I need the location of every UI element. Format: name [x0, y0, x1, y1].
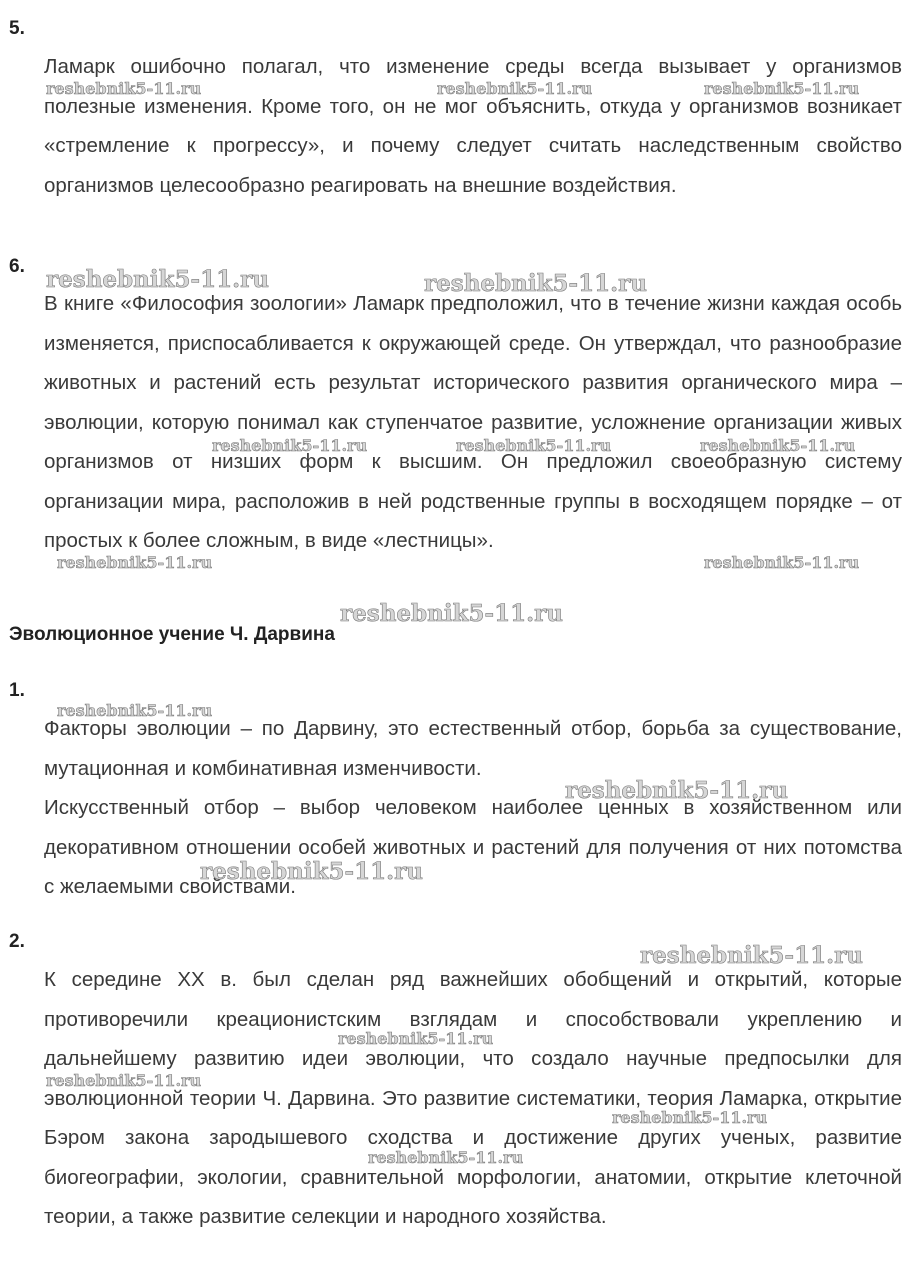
darwin-number-1: 1.: [9, 680, 25, 701]
watermark: reshebnik5-11.ru: [437, 79, 593, 98]
paragraph-6: В книге «Философия зоологии» Ламарк предположил, что в течение жизни каждая особь изменяется, приспосабливается к окружающей среде. Он утверждал, что разнообразие животных и растений есть результат исторического развития органического мира – эволюции, которую понимал как ступенчатое развитие, усложнение организации живых организмов от низших форм к высшим. Он предложил своеобразную систему организации мира, расположив в ней родственные группы в восходящем порядке – от простых к более сложным, в виде «лестницы».: [44, 292, 902, 552]
darwin-paragraph-1a: Факторы эволюции – по Дарвину, это естественный отбор, борьба за существование, мутационная и комбинативная изменчивости.: [44, 717, 902, 780]
watermark: reshebnik5-11.ru: [338, 1029, 494, 1048]
paragraph-5: Ламарк ошибочно полагал, что изменение среды всегда вызывает у организмов полезные изменения. Кроме того, он не мог объяснить, откуда у организмов возникает «стремление к прогрессу», и почему следует считать наследственным свойство организмов целесообразно реагировать на внешние воздействия.: [44, 55, 902, 197]
watermark: reshebnik5-11.ru: [565, 777, 788, 804]
watermark: reshebnik5-11.ru: [46, 79, 202, 98]
watermark: reshebnik5-11.ru: [46, 266, 269, 293]
watermark: reshebnik5-11.ru: [700, 436, 856, 455]
darwin-paragraph-2: К середине XX в. был сделан ряд важнейших обобщений и открытий, которые противоречили креационистским взглядам и способствовали укреплению и дальнейшему развитию идеи эволюции, что создало научные предпосылки для эволюционной теории Ч. Дарвина. Это развитие систематики, теория Ламарка, открытие Бэром закона зародышевого сходства и достижение других ученых, развитие биогеографии, экологии, сравнительной морфологии, анатомии, открытие клеточной теории, а также развитие селекции и народного хозяйства.: [44, 968, 902, 1228]
section-number-5: 5.: [9, 18, 25, 39]
watermark: reshebnik5-11.ru: [57, 701, 213, 720]
darwin-paragraph-1b: Искусственный отбор – выбор человеком наиболее ценных в хозяйственном или декоративном отношении особей животных и растений для получения от них потомства с желаемыми свойствами.: [44, 796, 902, 898]
darwin-heading: Эволюционное учение Ч. Дарвина: [9, 624, 335, 645]
watermark: reshebnik5-11.ru: [368, 1148, 524, 1167]
watermark: reshebnik5-11.ru: [704, 79, 860, 98]
watermark: reshebnik5-11.ru: [612, 1108, 768, 1127]
watermark: reshebnik5-11.ru: [340, 600, 563, 627]
watermark: reshebnik5-11.ru: [704, 553, 860, 572]
darwin-number-2: 2.: [9, 931, 25, 952]
watermark: reshebnik5-11.ru: [46, 1071, 202, 1090]
watermark: reshebnik5-11.ru: [200, 858, 423, 885]
watermark: reshebnik5-11.ru: [57, 553, 213, 572]
watermark: reshebnik5-11.ru: [456, 436, 612, 455]
watermark: reshebnik5-11.ru: [424, 270, 647, 297]
watermark: reshebnik5-11.ru: [640, 942, 863, 969]
watermark: reshebnik5-11.ru: [212, 436, 368, 455]
section-number-6: 6.: [9, 256, 25, 277]
